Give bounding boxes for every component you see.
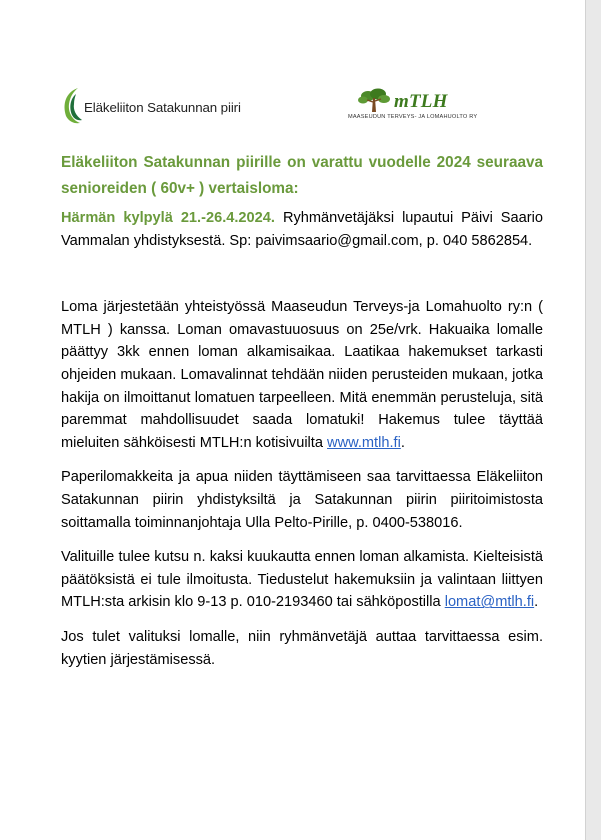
paragraph-arrangement-text: Loma järjestetään yhteistyössä Maaseudun Terveys-ja Lomahuolto ry:n ( MTLH ) kanssa. Loman omavastuuosuus on 25e/vrk. Hakuaika lomalle päättyy 3kk ennen loman alkamisaikaa. Laatikaa hakemukset tarkasti ohjeiden mukaan. Lomavalinnat tehdään niiden perusteiden mukaan, jotka hakija on ilmoittanut lomatuen tarpeelleen. Mitä enemmän perusteluja, sitä paremmat mahdollisuudet saada lomatuki! Hakemus tulee täyttää mieluiten sähköisesti MTLH:n kotisivuilta — [61, 299, 543, 451]
page-title: Eläkeliiton Satakunnan piirille on varattu vuodelle 2024 seuraava senioreiden ( 60v+ ) vertaisloma: — [61, 154, 543, 197]
mtlh-logo-brand: mTLH — [394, 91, 448, 112]
elakeliitto-swirl-icon — [60, 84, 84, 128]
mtlh-logo — [348, 88, 488, 132]
intro-text: Ryhmänvetäjäksi lupautui Päivi Saario Vammalan yhdistyksestä. Sp: paivimsaario@gmail.com, p. 040 5862854. — [61, 210, 543, 249]
intro-paragraph — [61, 207, 543, 252]
paragraph-paper-forms: Paperilomakkeita ja apua niiden täyttämiseen saa tarvittaessa Eläkeliiton Satakunnan piirin yhdistyksiltä ja Satakunnan piirin piiritoimistosta soittamalla toiminnanjohtaja Ulla Pelto-Pirille, p. 0400-538016. — [61, 469, 543, 531]
intro-highlight: Härmän kylpylä 21.-26.4.2024. — [61, 210, 275, 226]
mtlh-website-link[interactable]: www.mtlh.fi — [327, 434, 401, 451]
email-link[interactable]: lomat@mtlh.fi — [444, 594, 535, 611]
paragraph-selection-text: Valituille tulee kutsu n. kaksi kuukautta ennen loman alkamista. Kielteisistä päätöksistä ei tule ilmoitusta. Tiedustelut hakemuksiin ja valintaan liittyen MTLH:sta arkisin klo 9-13 p. 010-2193460 tai sähköpostilla — [61, 549, 543, 611]
elakeliitto-logo-text: Eläkeliiton Satakunnan piiri — [84, 100, 241, 115]
paragraph-group-leader: Jos tulet valituksi lomalle, niin ryhmänvetäjä auttaa tarvittaessa esim. kyytien järjestämisessä. — [61, 628, 543, 668]
tree-icon — [354, 88, 394, 114]
paragraph-selection: Valituille tulee kutsu n. kaksi kuukautta ennen loman alkamista. Kielteisistä päätöksistä ei tule ilmoitusta. Tiedustelut hakemuksiin ja valintaan liittyen MTLH:sta arkisin klo 9-13 p. 010-2193460 tai sähköpostilla lomat@mtlh.fi. — [61, 549, 543, 611]
page-edge — [585, 0, 601, 840]
document-body — [61, 150, 543, 671]
elakeliitto-logo — [60, 84, 250, 128]
mtlh-logo-subtitle: MAASEUDUN TERVEYS- JA LOMAHUOLTO RY — [348, 114, 478, 120]
paragraph-arrangement: Loma järjestetään yhteistyössä Maaseudun Terveys-ja Lomahuolto ry:n ( MTLH ) kanssa. Loman omavastuuosuus on 25e/vrk. Hakuaika lomalle päättyy 3kk ennen loman alkamisaikaa. Laatikaa hakemukset tarkasti ohjeiden mukaan. Lomavalinnat tehdään niiden perusteiden mukaan, jotka hakija on ilmoittanut lomatuen tarpeelleen. Mitä enemmän perusteluja, sitä paremmat mahdollisuudet saada lomatuki! Hakemus tulee täyttää mieluiten sähköisesti MTLH:n kotisivuilta www.mtlh.fi. — [61, 299, 543, 451]
